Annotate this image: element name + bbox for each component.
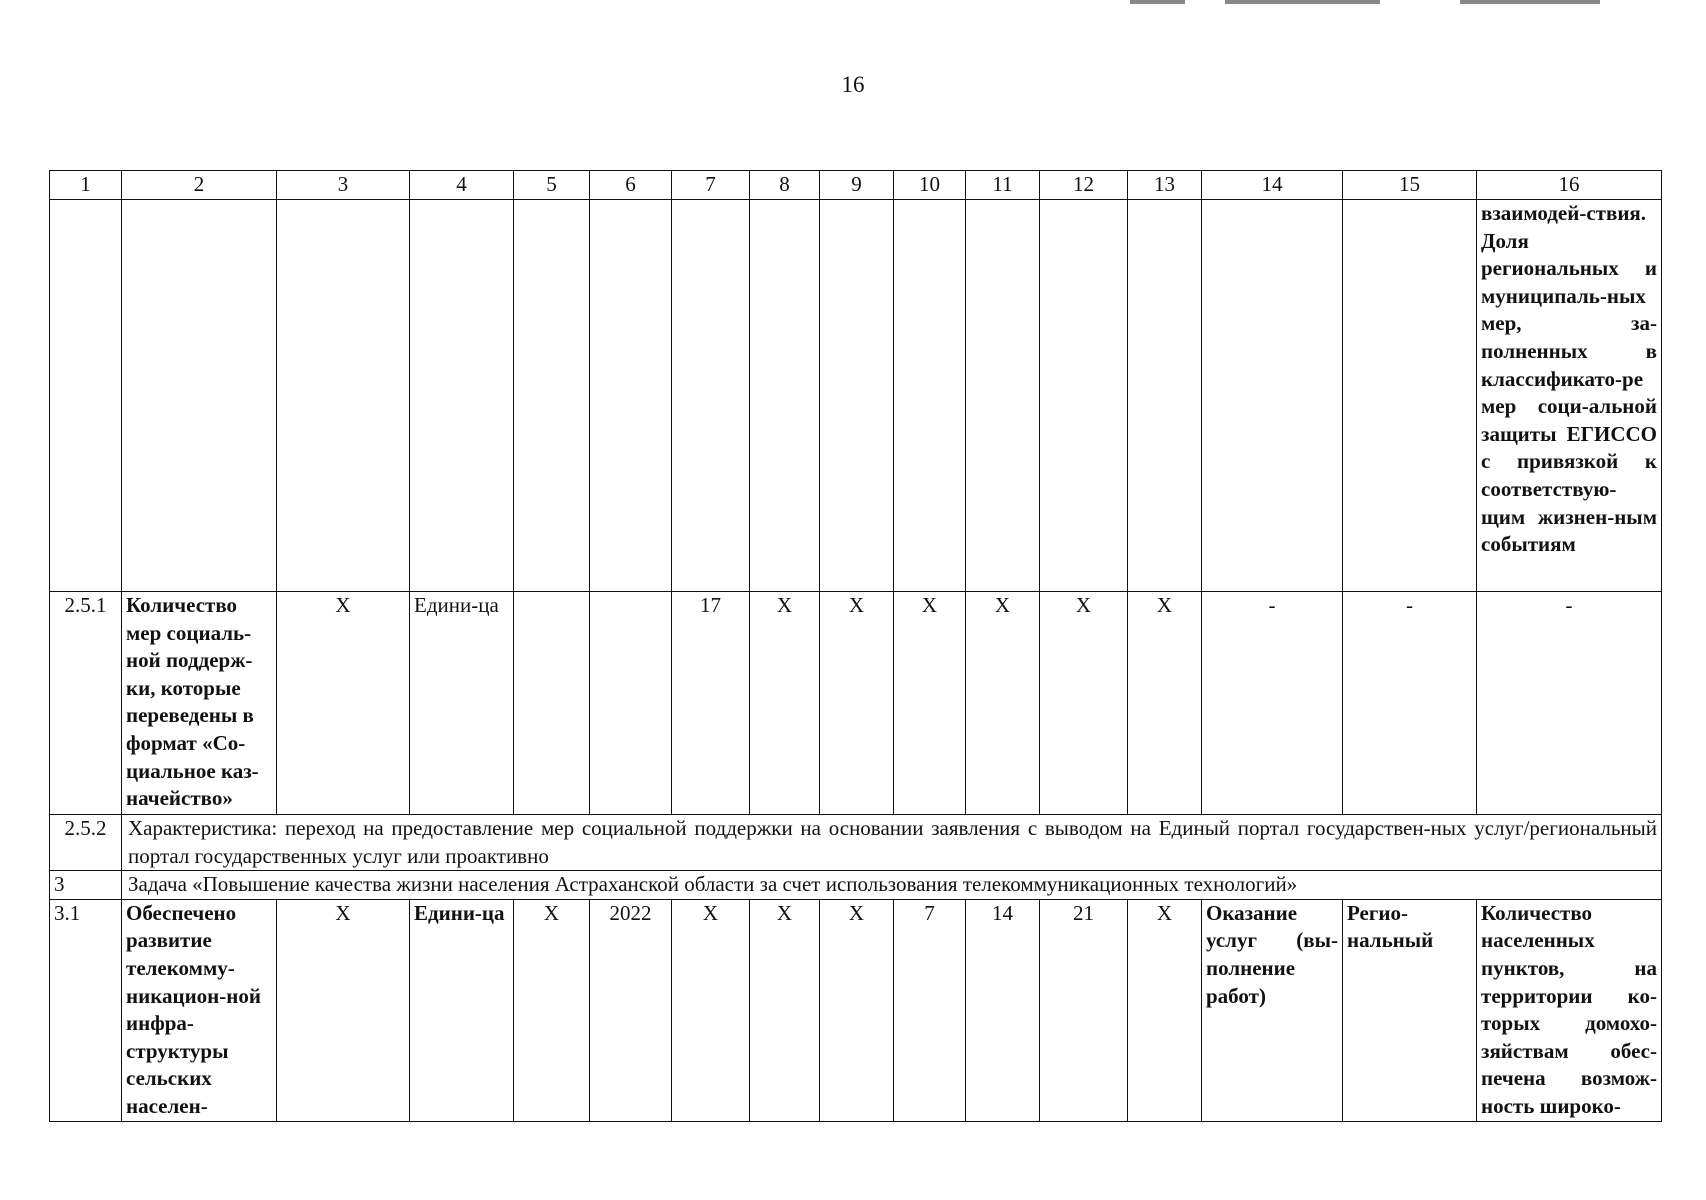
cell: X xyxy=(277,899,410,1121)
indicator-name: Количество мер социаль-ной поддерж-ки, которые переведены в формат «Со-циальное каз-начейство» xyxy=(122,592,277,815)
header-cell: 8 xyxy=(750,171,820,200)
cell: X xyxy=(1128,899,1202,1121)
cell: X xyxy=(966,592,1040,815)
indicator-name: Обеспечено развитие телекомму-никацион-ной инфра-структуры сельских населен- xyxy=(122,899,277,1121)
row-number: 3.1 xyxy=(50,899,122,1121)
indicator-table xyxy=(49,170,1662,1122)
header-cell: 1 xyxy=(50,171,122,200)
cell: 17 xyxy=(672,592,750,815)
characteristic-text: Характеристика: переход на предоставление мер социальной поддержки на основании заявления с выводом на Единый портал государствен-ных услуг/региональный портал государственных услуг или проактивно xyxy=(122,815,1662,871)
header-cell: 13 xyxy=(1128,171,1202,200)
level-cell: Регио-нальный xyxy=(1343,899,1477,1121)
cell xyxy=(514,592,590,815)
cell: X xyxy=(750,592,820,815)
scan-mark-3 xyxy=(1460,0,1600,4)
row-number: 2.5.2 xyxy=(50,815,122,871)
header-cell: 14 xyxy=(1202,171,1343,200)
cell: X xyxy=(820,899,894,1121)
activity-type: Оказание услуг (вы-полнение работ) xyxy=(1202,899,1343,1121)
table-row-2-5-1 xyxy=(50,592,1662,815)
header-cell: 6 xyxy=(590,171,672,200)
cell: X xyxy=(672,899,750,1121)
task-text: Задача «Повышение качества жизни населения Астраханской области за счет использования телекоммуникационных технологий» xyxy=(122,871,1662,900)
scan-mark-2 xyxy=(1225,0,1380,4)
cell xyxy=(590,592,672,815)
header-cell: 3 xyxy=(277,171,410,200)
header-cell: 11 xyxy=(966,171,1040,200)
scan-mark-1 xyxy=(1130,0,1185,4)
header-cell: 2 xyxy=(122,171,277,200)
row-number: 3 xyxy=(50,871,122,900)
cell: - xyxy=(1343,592,1477,815)
cell: 21 xyxy=(1040,899,1128,1121)
cell: 2022 xyxy=(590,899,672,1121)
cell: X xyxy=(1128,592,1202,815)
header-cell: 7 xyxy=(672,171,750,200)
table-row-continuation xyxy=(50,200,1662,592)
table-row-3-1 xyxy=(50,899,1662,1121)
cell: 14 xyxy=(966,899,1040,1121)
cell: 7 xyxy=(894,899,966,1121)
cell: X xyxy=(750,899,820,1121)
header-row xyxy=(50,171,1662,200)
page-number: 16 xyxy=(841,72,865,97)
header-cell: 16 xyxy=(1477,171,1662,200)
header-cell: 15 xyxy=(1343,171,1477,200)
header-cell: 9 xyxy=(820,171,894,200)
unit-cell: Едини-ца xyxy=(410,899,514,1121)
cell: - xyxy=(1477,592,1662,815)
table-row-2-5-2 xyxy=(50,815,1662,871)
header-cell: 12 xyxy=(1040,171,1128,200)
row-number: 2.5.1 xyxy=(50,592,122,815)
table-row-3 xyxy=(50,871,1662,900)
header-cell: 4 xyxy=(410,171,514,200)
indicator-description: Количество населенных пунктов, на территории ко-торых домохо-зяйствам обес-печена возмож-ность широко- xyxy=(1477,899,1662,1121)
cell: X xyxy=(1040,592,1128,815)
header-cell: 10 xyxy=(894,171,966,200)
header-cell: 5 xyxy=(514,171,590,200)
continuation-text: взаимодей-ствия. Доля региональных и муниципаль-ных мер, за-полненных в классификато-ре мер соци-альной защиты ЕГИССО с привязкой к соответствую-щим жизнен-ным событиям xyxy=(1477,200,1662,592)
cell: X xyxy=(277,592,410,815)
cell: - xyxy=(1202,592,1343,815)
unit-cell: Едини-ца xyxy=(410,592,514,815)
cell: X xyxy=(820,592,894,815)
cell: X xyxy=(894,592,966,815)
cell: X xyxy=(514,899,590,1121)
